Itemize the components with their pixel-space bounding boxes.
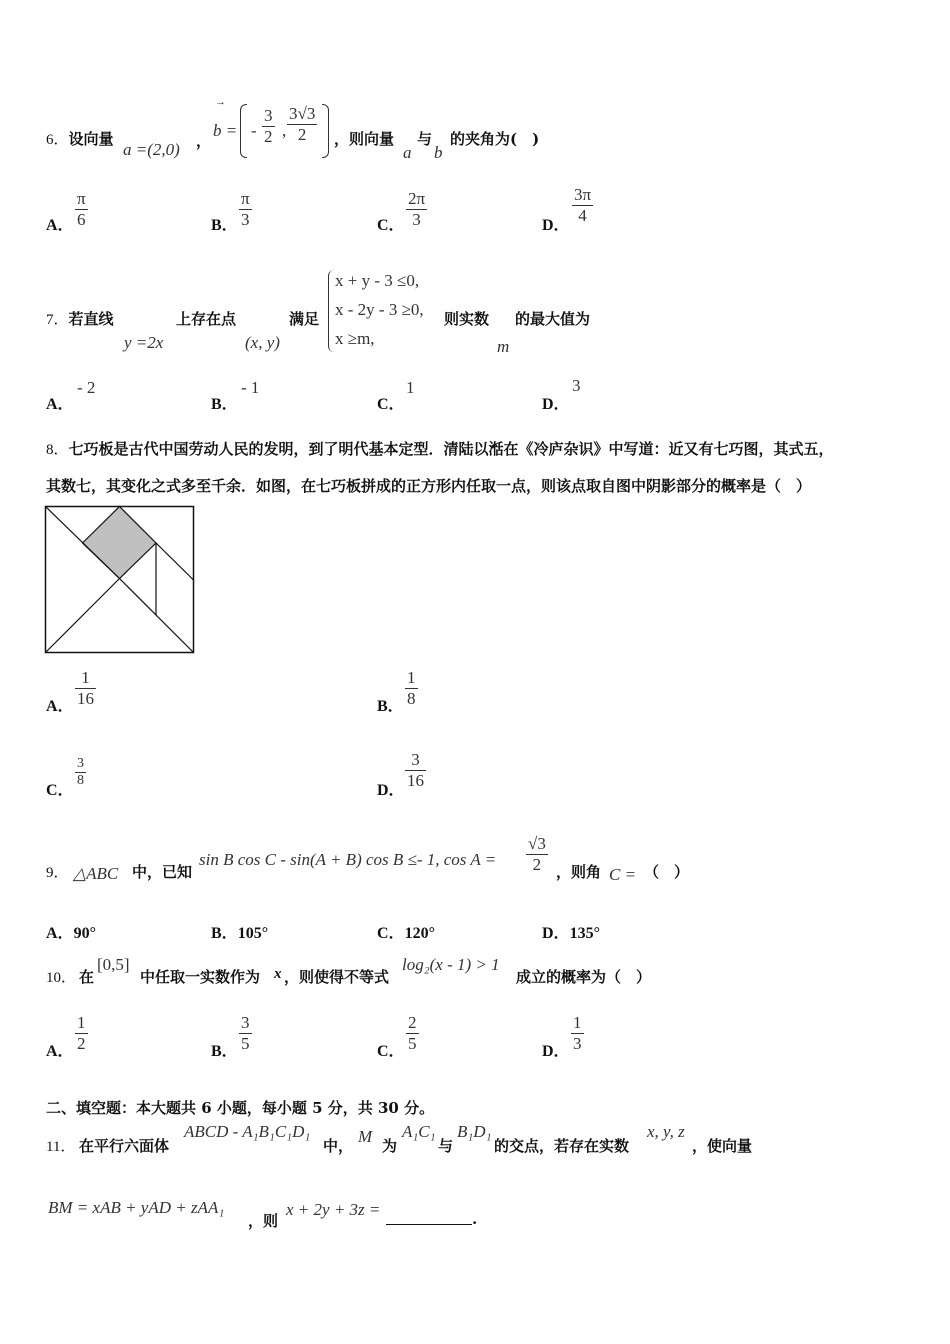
q6-option-c-num: 2π — [408, 189, 426, 208]
q8-option-d-den: 16 — [407, 771, 424, 790]
q11-text-2: 中， — [323, 1137, 354, 1155]
q10-number: 10． — [46, 970, 77, 986]
q6-frac-1-num: 3 — [264, 106, 273, 125]
q6-text-1: 设向量 — [68, 130, 114, 148]
q9-option-c — [377, 920, 435, 943]
q11-point-m: M — [358, 1127, 373, 1146]
q10-option-c-label: C． — [377, 1043, 405, 1060]
q6-comma: ， — [196, 132, 212, 150]
q10-option-c-num: 2 — [408, 1013, 417, 1032]
q6-option-a-label: A． — [46, 217, 74, 234]
q6-vec-a: a — [403, 143, 412, 162]
q7-option-b-value: - 1 — [241, 378, 260, 397]
q9-option-b-value: 105° — [237, 925, 269, 942]
tangram-upper-right-edge — [156, 543, 194, 580]
q6-vector-b-lhs: b = — [213, 121, 238, 140]
q7-system-brace — [328, 270, 335, 352]
q8-option-c-den: 8 — [77, 773, 84, 788]
q11-expression: x + 2y + 3z = — [286, 1200, 381, 1219]
q7-constraint-1: x + y - 3 ≤0, — [335, 271, 420, 290]
q11-text-4: 与 — [438, 1137, 454, 1155]
q10-option-d-den: 3 — [573, 1034, 582, 1053]
q8-stem-line-2: 其数七，其变化之式多至千余．如图，在七巧板拼成的正方形内任取一点，则该点取自图中阴影部分的概率是（ ） — [46, 477, 812, 495]
q9-expression: sin B cos C - sin(A + B) cos B ≤- 1, cos A = — [199, 850, 497, 869]
q6-frac-2-num: 3√3 — [289, 104, 316, 123]
q9-option-a-label: A． — [46, 925, 74, 942]
q9-option-d — [542, 920, 600, 943]
q8-option-a-num: 1 — [81, 668, 90, 687]
q7-option-b-label: B． — [211, 396, 238, 413]
q6-vec-b: b — [434, 143, 443, 162]
q11-reals: x, y, z — [647, 1122, 685, 1141]
q6-option-d-label: D． — [542, 217, 570, 234]
q7-m: m — [497, 337, 510, 356]
q7-text-2: 上存在点 — [176, 310, 237, 328]
section-2-heading: 二、填空题：本大题共 6 小题，每小题 5 分，共 30 分。 — [46, 1099, 435, 1117]
q11-solid: ABCD - A₁B₁C₁D₁ — [184, 1122, 311, 1141]
q7-stem — [46, 308, 114, 329]
q9-frac-den: 2 — [526, 854, 548, 875]
q8-option-c-num: 3 — [77, 756, 84, 771]
q6-frac-1 — [262, 106, 275, 147]
q6-frac-2-den: 2 — [287, 124, 317, 145]
q7-option-a-value: - 2 — [77, 378, 96, 397]
q7-option-d-label: D． — [542, 396, 570, 413]
q10-option-b-num: 3 — [241, 1013, 250, 1032]
q8-option-d-num: 3 — [411, 750, 420, 769]
q10-option-b-label: B． — [211, 1043, 238, 1060]
q7-option-d-value: 3 — [572, 376, 581, 395]
tangram-diagonal-lower — [46, 579, 120, 653]
q9-number: 9． — [46, 865, 69, 881]
q9-angle-c: C = — [609, 865, 637, 884]
q6-option-a-den: 6 — [75, 209, 88, 230]
q8-option-d-frac — [405, 750, 426, 791]
q11-text-7: ，则 — [248, 1212, 279, 1230]
q10-interval: [0,5] — [97, 955, 130, 974]
q8-option-a-frac — [75, 668, 96, 709]
q8-option-c-label: C． — [46, 782, 74, 799]
q6-frac-2 — [287, 104, 317, 145]
q10-option-c-frac — [406, 1013, 419, 1054]
q6-left-paren — [240, 104, 247, 158]
q10-option-a-num: 1 — [77, 1013, 86, 1032]
q7-text-3: 满足 — [289, 310, 320, 328]
q6-option-b-label: B． — [211, 217, 238, 234]
q8-option-d-label: D． — [377, 782, 405, 799]
q7-point: (x, y) — [245, 333, 280, 352]
q8-option-b-frac — [405, 668, 418, 709]
q8-option-b-den: 8 — [407, 689, 416, 708]
q10-option-b-den: 5 — [241, 1034, 250, 1053]
q9-frac-num: √3 — [528, 834, 546, 853]
q10-option-c-den: 5 — [408, 1034, 417, 1053]
q7-constraint-2: x - 2y - 3 ≥0, — [335, 300, 424, 319]
q10-option-b-frac — [239, 1013, 252, 1054]
q8-option-a-den: 16 — [77, 689, 94, 708]
q6-text-4: 的夹角为( ) — [450, 130, 540, 148]
q6-separator: , — [282, 121, 287, 140]
q10-option-a-den: 2 — [77, 1034, 86, 1053]
q11-number: 11． — [46, 1139, 76, 1155]
q9-option-c-value: 120° — [404, 925, 435, 942]
q8-option-b-label: B． — [377, 698, 404, 715]
q9-option-d-value: 135° — [569, 925, 600, 942]
q6-text-3: 与 — [417, 130, 433, 148]
q8-option-c-frac — [75, 756, 86, 789]
q7-text-5: 的最大值为 — [515, 310, 591, 328]
q10-option-d-label: D． — [542, 1043, 570, 1060]
q8-stem-line-1 — [46, 438, 834, 459]
q9-option-b — [211, 920, 268, 943]
q11-vector-equation: BM = xAB + yAD + zAA₁ — [48, 1198, 225, 1217]
tangram-figure — [44, 505, 196, 655]
q6-option-a-num: π — [77, 189, 86, 208]
q6-frac-1-den: 2 — [264, 127, 273, 146]
q6-vector-a-def: a =(2,0) — [123, 140, 180, 159]
q10-inequality: log₂(x - 1) > 1 — [402, 955, 500, 974]
q11-segment-bd: B₁D₁ — [457, 1122, 492, 1141]
q8-option-b-num: 1 — [407, 668, 416, 687]
q11-text-5: 的交点，若存在实数 — [494, 1137, 630, 1155]
q8-number: 8． — [46, 442, 69, 458]
q6-option-d-den: 4 — [572, 205, 593, 226]
q6-vector-arrow: → — [215, 96, 226, 108]
q9-frac — [526, 834, 548, 875]
q7-option-a-label: A． — [46, 396, 74, 413]
q6-option-a-frac — [75, 189, 88, 230]
q9-text-2: ，则角 — [556, 863, 602, 881]
q10-option-d-frac — [571, 1013, 584, 1054]
q6-minus: - — [251, 121, 257, 140]
q8-text-1: 七巧板是古代中国劳动人民的发明，到了明代基本定型．清陆以湉在《冷庐杂识》中写道：近又有七巧图，其式五， — [68, 440, 834, 458]
q7-line-eq: y =2x — [124, 333, 164, 352]
q9-text-3: （ ） — [644, 863, 690, 881]
q7-text-4: 则实数 — [444, 310, 490, 328]
q7-option-c-value: 1 — [406, 378, 415, 397]
q6-right-paren — [322, 104, 329, 158]
q7-option-c-label: C． — [377, 396, 405, 413]
q6-stem — [46, 128, 114, 149]
q6-option-d-frac — [572, 185, 593, 226]
q9-option-a — [46, 920, 96, 943]
q10-text-1: 在 — [79, 968, 95, 986]
q9-option-a-value: 90° — [73, 925, 96, 942]
tangram-shaded-square — [83, 507, 157, 579]
q11-text-6: ，使向量 — [692, 1137, 753, 1155]
q9-triangle: △ABC — [73, 864, 119, 883]
q8-option-a-label: A． — [46, 698, 74, 715]
q10-x: x — [274, 966, 282, 982]
q9-option-d-label: D． — [542, 925, 570, 942]
q9-option-c-label: C． — [377, 925, 405, 942]
q10-option-a-label: A． — [46, 1043, 74, 1060]
q9-text-1: 中，已知 — [132, 863, 193, 881]
q10-text-3: ，则使得不等式 — [284, 968, 390, 986]
q11-period: . — [472, 1210, 478, 1228]
q11-text-3: 为 — [382, 1137, 398, 1155]
q10-text-4: 成立的概率为（ ） — [516, 968, 652, 986]
q7-number: 7． — [46, 312, 69, 328]
q6-text-2: ，则向量 — [334, 130, 395, 148]
q6-option-d-num: 3π — [574, 185, 592, 204]
q6-option-b-frac — [239, 189, 252, 230]
q6-option-b-num: π — [241, 189, 250, 208]
q10-text-2: 中任取一实数作为 — [140, 968, 261, 986]
q6-option-c-den: 3 — [406, 209, 427, 230]
q6-number: 6． — [46, 132, 69, 148]
q7-constraint-3: x ≥m, — [335, 329, 375, 348]
q6-option-c-frac — [406, 189, 427, 230]
q10-option-a-frac — [75, 1013, 88, 1054]
q11-segment-ac: A₁C₁ — [402, 1122, 436, 1141]
q7-text-1: 若直线 — [68, 310, 114, 328]
q11-text-1: 在平行六面体 — [79, 1137, 170, 1155]
q10-option-d-num: 1 — [573, 1013, 582, 1032]
q11-answer-blank[interactable] — [386, 1206, 472, 1225]
q9-option-b-label: B． — [211, 925, 238, 942]
q6-option-b-den: 3 — [239, 209, 252, 230]
q6-option-c-label: C． — [377, 217, 405, 234]
